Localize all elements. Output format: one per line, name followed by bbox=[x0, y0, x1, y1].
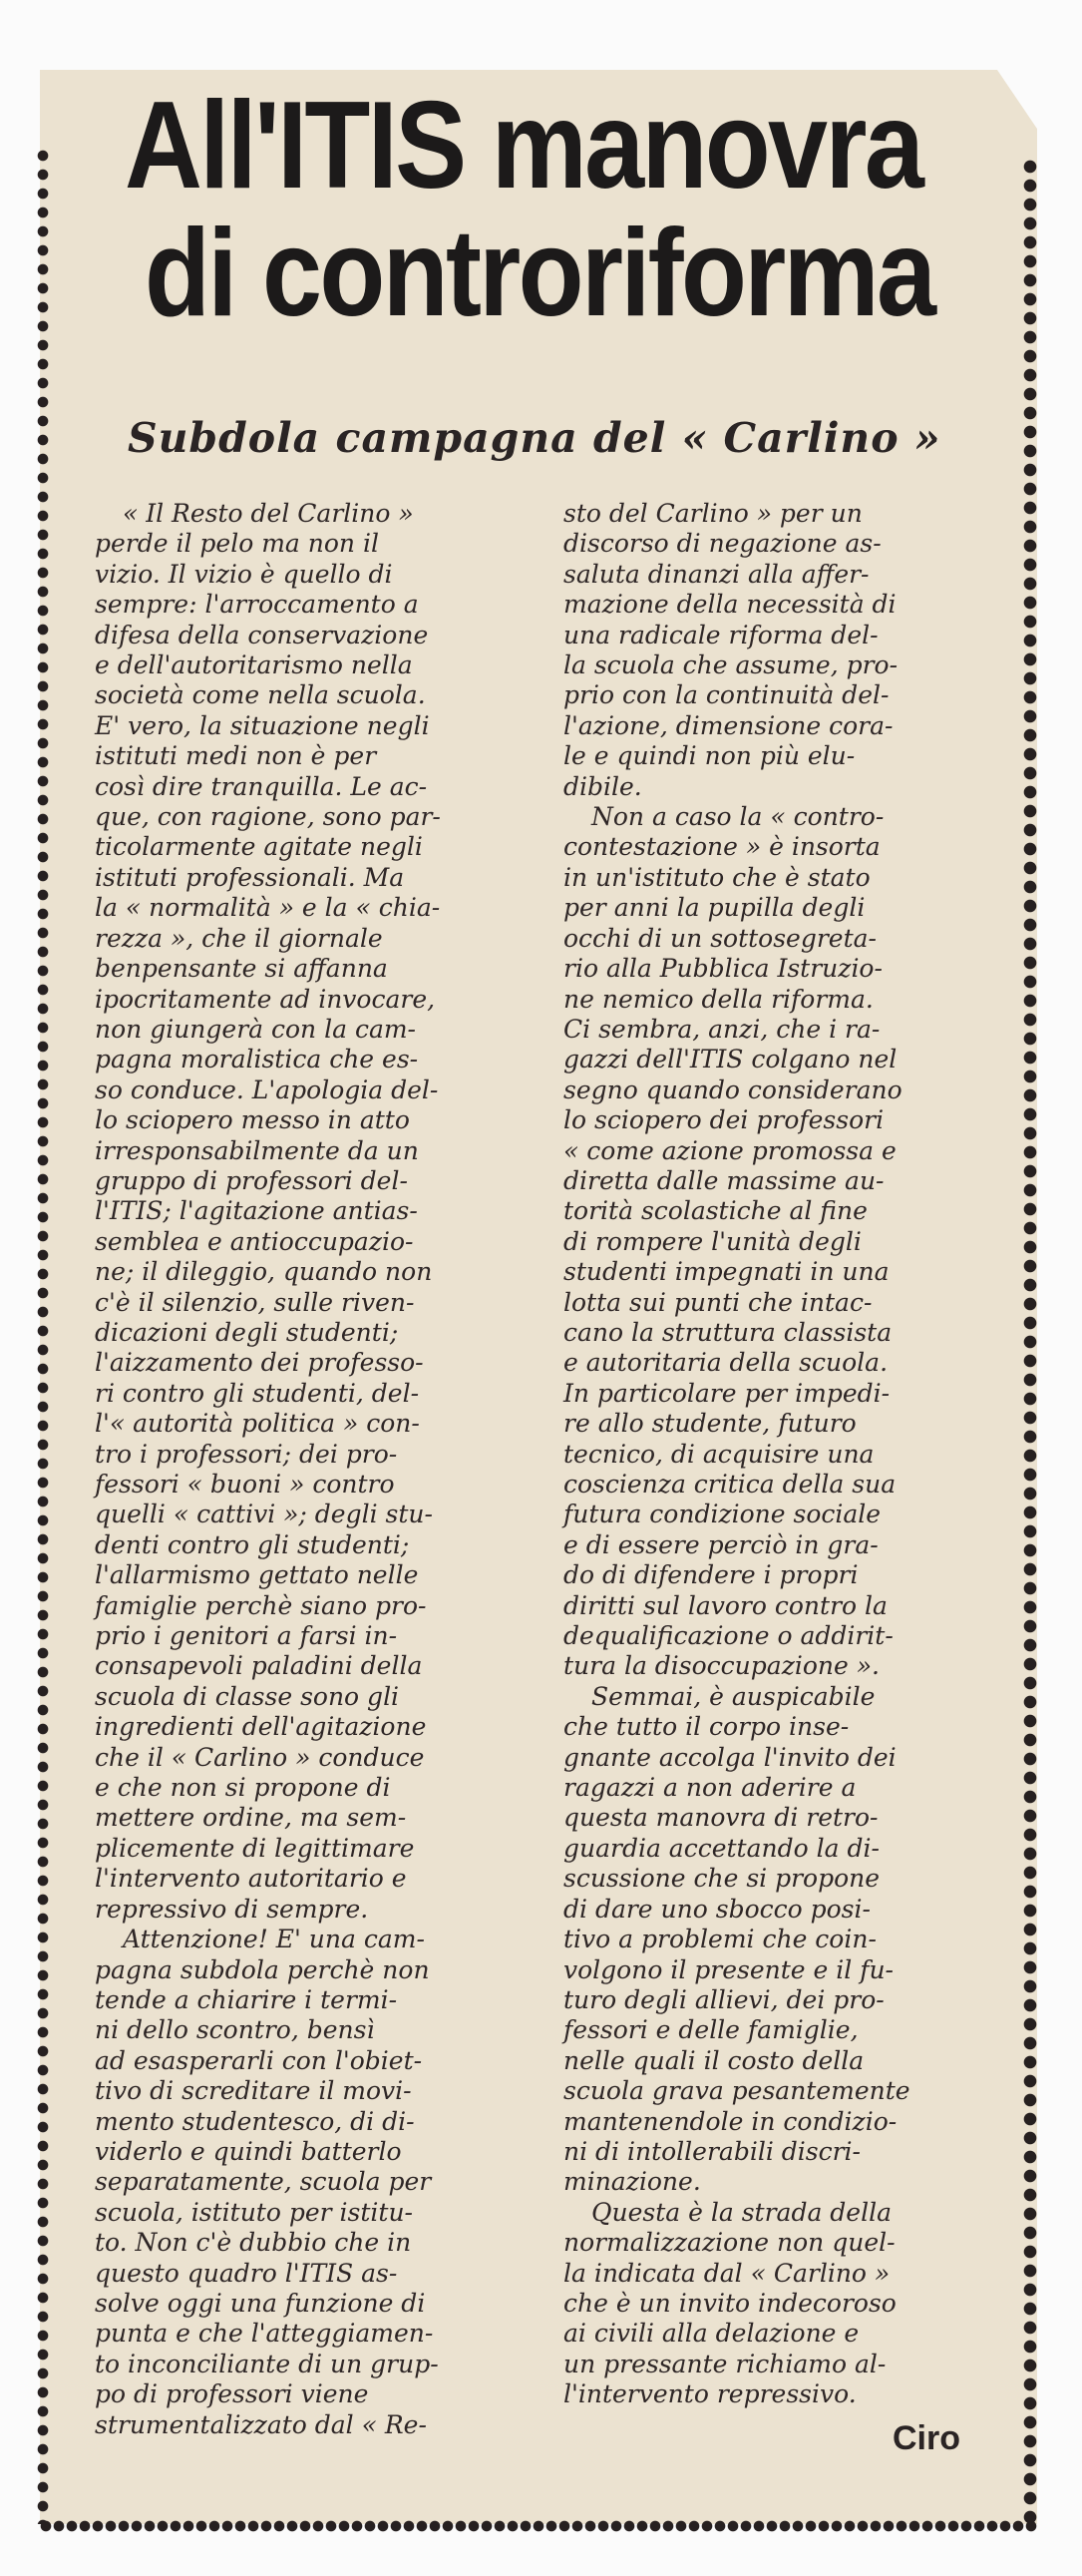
article-line: tivo a problemi che coin- bbox=[563, 1925, 877, 1954]
article-line: un pressante richiamo al- bbox=[563, 2349, 887, 2378]
article-line: tecnico, di acquisire una bbox=[563, 1439, 875, 1469]
article-line: l'intervento autoritario e bbox=[95, 1864, 407, 1894]
article-line: que, con ragione, sono par- bbox=[95, 802, 441, 832]
article-line: denti contro gli studenti; bbox=[95, 1529, 410, 1559]
article-line: mettere ordine, ma sem- bbox=[95, 1803, 407, 1833]
article-line: quelli « cattivi »; degli stu- bbox=[95, 1500, 433, 1529]
article-line: prio i genitori a farsi in- bbox=[95, 1621, 398, 1651]
article-line: so conduce. L'apologia del- bbox=[95, 1074, 439, 1104]
article-line: ne nemico della riforma. bbox=[563, 984, 874, 1014]
article-line: le e quindi non più elu- bbox=[563, 741, 856, 771]
article-line: gazzi dell'ITIS colgano nel bbox=[563, 1045, 898, 1074]
article-line: mantenendole in condizio- bbox=[563, 2106, 898, 2136]
article-line: in un'istituto che è stato bbox=[563, 862, 871, 892]
article-line: Attenzione! E' una cam- bbox=[123, 1925, 425, 1954]
article-line: dequalificazione o addirit- bbox=[563, 1621, 894, 1651]
article-line: to inconciliante di un grup- bbox=[95, 2349, 439, 2378]
article-line: Questa è la strada della bbox=[591, 2197, 892, 2227]
article-line: « come azione promossa e bbox=[563, 1135, 897, 1165]
perforation-bottom bbox=[40, 2520, 1037, 2532]
article-line: vizio. Il vizio è quello di bbox=[95, 559, 393, 589]
article-line: che il « Carlino » conduce bbox=[95, 1742, 425, 1772]
article-line: sto del Carlino » per un bbox=[563, 499, 863, 528]
article-line: saluta dinanzi alla affer- bbox=[563, 559, 870, 589]
article-line: contestazione » è insorta bbox=[563, 832, 881, 862]
article-column-left bbox=[95, 499, 494, 2440]
article-line: e che non si propone di bbox=[95, 1773, 391, 1803]
article-line: sempre: l'arroccamento a bbox=[95, 590, 419, 620]
article-line: irresponsabilmente da un bbox=[95, 1135, 419, 1165]
article-line: benpensante si affanna bbox=[95, 954, 388, 984]
article-line: nelle quali il costo della bbox=[563, 2045, 865, 2075]
article-line: re allo studente, futuro bbox=[563, 1409, 857, 1439]
article-line: volgono il presente e il fu- bbox=[563, 1954, 895, 1984]
article-line: studenti impegnati in una bbox=[563, 1257, 890, 1287]
article-line: gruppo di professori del- bbox=[95, 1165, 408, 1195]
article-line: discorso di negazione as- bbox=[563, 529, 882, 559]
article-line: diretta dalle massime au- bbox=[563, 1165, 885, 1195]
article-line: rezza », che il giornale bbox=[95, 923, 383, 953]
article-line: per anni la pupilla degli bbox=[563, 893, 866, 923]
article-line: minazione. bbox=[563, 2167, 701, 2197]
article-line: difesa della conservazione bbox=[95, 620, 429, 649]
article-line: consapevoli paladini della bbox=[95, 1651, 423, 1681]
article-line: « Il Resto del Carlino » bbox=[123, 499, 414, 528]
article-line: gnante accolga l'invito dei bbox=[563, 1742, 897, 1772]
article-line: normalizzazione non quel- bbox=[563, 2228, 896, 2258]
article-line: istituti medi non è per bbox=[95, 741, 377, 771]
article-line: ni dello scontro, bensì bbox=[95, 2015, 375, 2045]
article-line: fessori « buoni » contro bbox=[95, 1470, 395, 1499]
article-line: lotta sui punti che intac- bbox=[563, 1287, 873, 1317]
article-column-right bbox=[563, 499, 987, 2410]
article-line: tivo di screditare il movi- bbox=[95, 2076, 412, 2106]
article-line: guardia accettando la di- bbox=[563, 1833, 880, 1863]
article-line: istituti professionali. Ma bbox=[95, 862, 405, 892]
article-line: questa manovra di retro- bbox=[563, 1803, 879, 1833]
article-line: una radicale riforma del- bbox=[563, 620, 879, 649]
article-line: l'ITIS; l'agitazione antias- bbox=[95, 1196, 418, 1226]
article-line: to. Non c'è dubbio che in bbox=[95, 2228, 412, 2258]
article-line: scussione che si propone bbox=[563, 1864, 881, 1894]
article-line: rio alla Pubblica Istruzio- bbox=[563, 954, 883, 984]
article-line: ad esasperarli con l'obiet- bbox=[95, 2045, 423, 2075]
article-line: tro i professori; dei pro- bbox=[95, 1439, 398, 1469]
article-line: dicazioni degli studenti; bbox=[95, 1317, 399, 1347]
article-line: l'allarmismo gettato nelle bbox=[95, 1560, 419, 1590]
article-line: dibile. bbox=[563, 771, 642, 801]
article-line: la scuola che assume, pro- bbox=[563, 650, 899, 680]
article-line: semblea e antioccupazio- bbox=[95, 1226, 414, 1256]
article-line: cano la struttura classista bbox=[563, 1317, 893, 1347]
article-line: così dire tranquilla. Le ac- bbox=[95, 771, 428, 801]
article-line: e di essere perciò in gra- bbox=[563, 1529, 879, 1559]
article-line: scuola grava pesantemente bbox=[563, 2076, 910, 2106]
article-line: segno quando considerano bbox=[563, 1074, 902, 1104]
article-line: la « normalità » e la « chia- bbox=[95, 893, 441, 923]
article-line: mazione della necessità di bbox=[563, 590, 897, 620]
article-line: punta e che l'atteggiamen- bbox=[95, 2319, 434, 2349]
article-line: viderlo e quindi batterlo bbox=[95, 2136, 402, 2166]
article-line: l'« autorità politica » con- bbox=[95, 1409, 420, 1439]
article-line: repressivo di sempre. bbox=[95, 1894, 369, 1924]
article-line: ai civili alla delazione e bbox=[563, 2319, 860, 2349]
article-line: separatamente, scuola per bbox=[95, 2167, 432, 2197]
article-line: la indicata dal « Carlino » bbox=[563, 2258, 891, 2288]
article-line: ingredienti dell'agitazione bbox=[95, 1712, 427, 1742]
article-line: futura condizione sociale bbox=[563, 1500, 882, 1529]
author-signature: Ciro bbox=[893, 2419, 960, 2457]
headline bbox=[125, 77, 982, 342]
article-line: tende a chiarire i termi- bbox=[95, 1984, 398, 2014]
article-line: e autoritaria della scuola. bbox=[563, 1348, 889, 1378]
article-line: turo degli allievi, dei pro- bbox=[563, 1984, 885, 2014]
article-line: coscienza critica della sua bbox=[563, 1470, 897, 1499]
article-line: ticolarmente agitate negli bbox=[95, 832, 423, 862]
article-line: l'azione, dimensione cora- bbox=[563, 710, 894, 740]
article-line: pagna subdola perchè non bbox=[95, 1954, 430, 1984]
article-line: In particolare per impedi- bbox=[563, 1378, 891, 1408]
article-line: non giungerà con la cam- bbox=[95, 1014, 417, 1044]
article-line: Ci sembra, anzi, che i ra- bbox=[563, 1014, 881, 1044]
article-line: prio con la continuità del- bbox=[563, 680, 890, 710]
article-line: l'aizzamento dei professo- bbox=[95, 1348, 424, 1378]
article-line: famiglie perchè siano pro- bbox=[95, 1590, 427, 1620]
perforation-left bbox=[37, 150, 49, 2524]
article-line: tura la disoccupazione ». bbox=[563, 1651, 880, 1681]
article-line: perde il pelo ma non il bbox=[95, 529, 379, 559]
article-line: mento studentesco, di di- bbox=[95, 2106, 415, 2136]
article-line: pagna moralistica che es- bbox=[95, 1045, 419, 1074]
article-line: ni di intollerabili discri- bbox=[563, 2136, 861, 2166]
article-line: ipocritamente ad invocare, bbox=[95, 984, 436, 1014]
article-line: occhi di un sottosegreta- bbox=[563, 923, 877, 953]
article-line: ri contro gli studenti, del- bbox=[95, 1378, 420, 1408]
article-line: lo sciopero dei professori bbox=[563, 1105, 885, 1135]
article-line: fessori e delle famiglie, bbox=[563, 2015, 859, 2045]
article-line: società come nella scuola. bbox=[95, 680, 426, 710]
article-line: ne; il dileggio, quando non bbox=[95, 1257, 433, 1287]
article-line: c'è il silenzio, sulle riven- bbox=[95, 1287, 415, 1317]
article-line: Non a caso la « contro- bbox=[591, 802, 885, 832]
article-line: questo quadro l'ITIS as- bbox=[95, 2258, 398, 2288]
article-line: diritti sul lavoro contro la bbox=[563, 1590, 888, 1620]
article-line: Semmai, è auspicabile bbox=[591, 1681, 876, 1711]
subtitle: Subdola campagna del « Carlino » bbox=[128, 414, 941, 462]
article-line: di rompere l'unità degli bbox=[563, 1226, 862, 1256]
article-line: po di professori viene bbox=[95, 2379, 369, 2409]
article-line: ragazzi a non aderire a bbox=[563, 1773, 857, 1803]
article-line: strumentalizzato dal « Re- bbox=[95, 2409, 427, 2439]
article-line: do di difendere i propri bbox=[563, 1560, 859, 1590]
perforation-right bbox=[1023, 160, 1037, 2524]
article-line: torità scolastiche al fine bbox=[563, 1196, 868, 1226]
article-line: che tutto il corpo inse- bbox=[563, 1712, 850, 1742]
headline-line-2: di controriforma bbox=[145, 205, 934, 342]
article-line: lo sciopero messo in atto bbox=[95, 1105, 410, 1135]
article-line: l'intervento repressivo. bbox=[563, 2379, 857, 2409]
headline-line-1: All'ITIS manovra bbox=[125, 77, 922, 215]
article-line: scuola di classe sono gli bbox=[95, 1681, 400, 1711]
article-line: di dare uno sbocco posi- bbox=[563, 1894, 871, 1924]
article-line: che è un invito indecoroso bbox=[563, 2288, 897, 2318]
article-line: scuola, istituto per istitu- bbox=[95, 2197, 413, 2227]
article-line: solve oggi una funzione di bbox=[95, 2288, 426, 2318]
article-line: e dell'autoritarismo nella bbox=[95, 650, 413, 680]
article-line: plicemente di legittimare bbox=[95, 1833, 415, 1863]
article-line: E' vero, la situazione negli bbox=[95, 710, 430, 740]
